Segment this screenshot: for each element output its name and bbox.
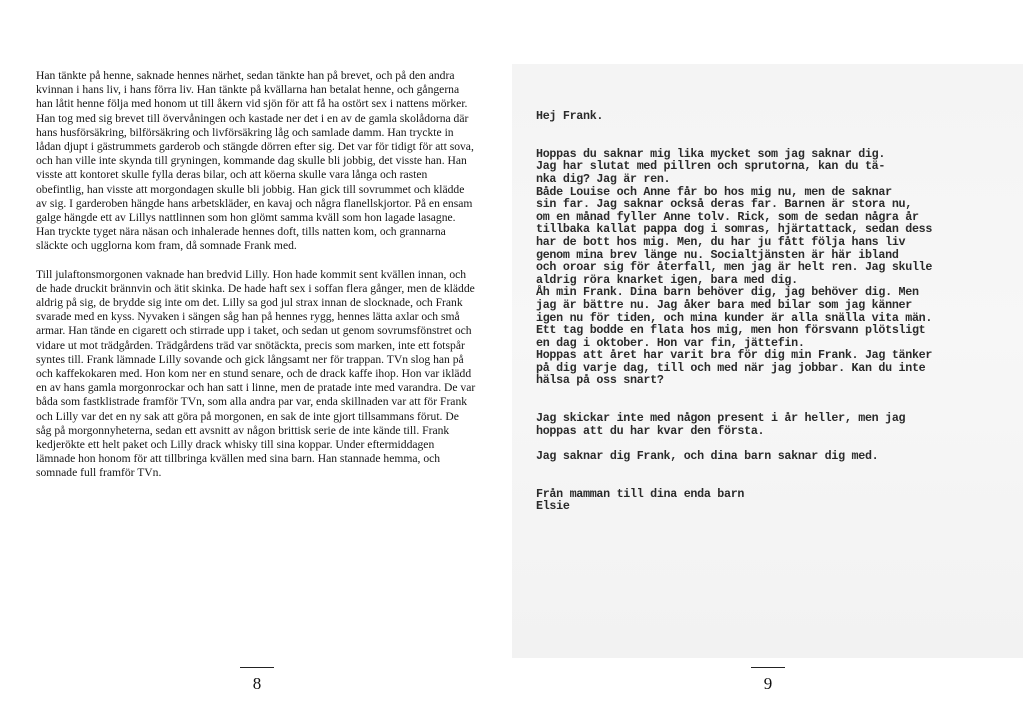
letter-line: Hej Frank. [536, 109, 604, 123]
typewritten-letter [512, 64, 1023, 658]
letter-line: aldrig röra knarket igen, bara med dig. [536, 272, 798, 287]
letter-line: igen nu för tiden, och mina kunder är alla snälla vita män. [536, 310, 933, 325]
letter-line: på dig varje dag, till och med när jag jobbar. Kan du inte [536, 360, 926, 375]
letter-line: har de bott hos mig. Men, du har ju fått följa hans liv [536, 234, 906, 249]
letter-line: hoppas att du har kvar den första. [536, 423, 765, 438]
letter-line: jag är bättre nu. Jag åker bara med bilar som jag känner [536, 297, 912, 312]
letter-line: om en månad fyller Anne tolv. Rick, som de sedan några år [536, 209, 919, 224]
letter-line: genom mina brev länge nu. Socialtjänsten är här ibland [536, 247, 899, 262]
letter-line: Hoppas du saknar mig lika mycket som jag saknar dig. [536, 146, 886, 161]
letter-line: hälsa på oss snart? [536, 373, 664, 388]
body-text [36, 69, 476, 495]
letter-line: Ett tag bodde en flata hos mig, men hon försvann plötsligt [536, 323, 926, 338]
letter-line: Både Louise och Anne får bo hos mig nu, men de saknar [536, 184, 892, 199]
letter-text [536, 110, 1006, 513]
letter-line: sin far. Jag saknar också deras far. Barnen är stora nu, [536, 197, 912, 212]
letter-line: Hoppas att året har varit bra för dig min Frank. Jag tänker [536, 348, 933, 363]
page-number-left: 8 [240, 667, 274, 694]
letter-line: Jag skickar inte med någon present i år heller, men jag [536, 411, 906, 426]
letter-line: tillbaka kallat pappa dog i somras, hjärtattack, sedan dess [536, 222, 933, 237]
letter-line: Jag har slutat med pillren och sprutorna, kan du tä- [536, 159, 886, 174]
letter-line: en dag i oktober. Hon var fin, jättefin. [536, 335, 805, 350]
letter-line: Elsie [536, 499, 570, 514]
page-number-right: 9 [751, 667, 785, 694]
letter-line [536, 135, 1006, 148]
letter-line: och oroar sig för återfall, men jag är helt ren. Jag skulle [536, 260, 933, 275]
letter-line [536, 123, 1006, 136]
letter-line [536, 475, 1006, 488]
paragraph-1: Han tänkte på henne, saknade hennes närhet, sedan tänkte han på brevet, och på den andra kvinnan i hans liv, i hans förra liv. Han tänkte på kvällarna han betalat henne, och gångerna han låtit henne följa med honom ut till åkern vid sjön för att få ha ostört sex i nattens mörker. Han tog med sig brevet till övervåningen och kastade ner det i en av de gamla skolådorna där hans husförsäkring, bilförsäkring och livförsäkring låg och samlade damm. Han tryckte in lådan djupt i gästrummets garderob och stängde dörren efter sig. Det var för tidigt för att sova, och han ville inte skynda till gryningen, kommande dag skulle bli jobbig, det visste han. Han visste att kontoret skulle fylla deras bilar, och att köerna skulle vara långa och rasten obefintlig, han visste att morgondagen skulle bli jobbig. Han gick till sovrummet och klädde av sig. I garderoben hängde hans arbetskläder, en kavaj och några flanellskjortor. På en ensam galge hängde ett av Lillys nattlinnen som hon glömt samma kväll som hon lagade lasagne. Han tryckte tyget nära näsan och inhalerade hennes doft, tills natten kom, och grannarna släckte och ugglorna kom fram, då somnade Frank med. [36, 69, 474, 253]
paragraph-2: Till julaftonsmorgonen vaknade han bredvid Lilly. Hon hade kommit sent kvällen innan, och de hade druckit brännvin och ätit skinka. De hade haft sex i soffan flera gånger, men de klädde aldrig på sig, de brydde sig inte om det. Lilly sa god jul strax innan de slocknade, och Frank svarade med en kyss. Nyvaken i sängen såg han på hennes rygg, hennes lätta axlar och små armar. Han tände en cigarett och stirrade upp i taket, och sedan ut genom sovrumsfönstret och vidare ut mot trädgården. Trädgårdens träd var snötäckta, precis som marken, inte ett fotspår syntes till. Frank lämnade Lilly sovande och gick långsamt ner för trappan. TVn slog han på och kaffekokaren med. Hon kom ner en stund senare, och de drack kaffe ihop. Hon var iklädd en av hans gamla morgonrockar och han satt i linne, men de pratade inte med varandra. De var båda som fastklistrade framför TVn, som alla andra par var, enda skillnaden var att för Frank och Lilly var det en ny sak att göra på morgonen, en sak de inte gjort tillsammans förut. De såg på morgonnyheterna, sedan ett avsnitt av någon brittisk serie de inte kände till. Frank kedjerökte ett helt paket och Lilly drack whisky till sina koppar. Under eftermiddagen lämnade hon honom för att tillbringa kvällen med sina barn. Han stannade hemma, och somnade full framför TVn. [36, 267, 476, 480]
letter-line [536, 387, 1006, 400]
letter-line [536, 463, 1006, 476]
right-page [512, 0, 1023, 723]
letter-line: nka dig? Jag är ren. [536, 171, 671, 186]
letter-line: Från mamman till dina enda barn [536, 486, 745, 501]
letter-line: Åh min Frank. Dina barn behöver dig, jag behöver dig. Men [536, 285, 919, 300]
letter-line: Jag saknar dig Frank, och dina barn saknar dig med. [536, 449, 879, 464]
